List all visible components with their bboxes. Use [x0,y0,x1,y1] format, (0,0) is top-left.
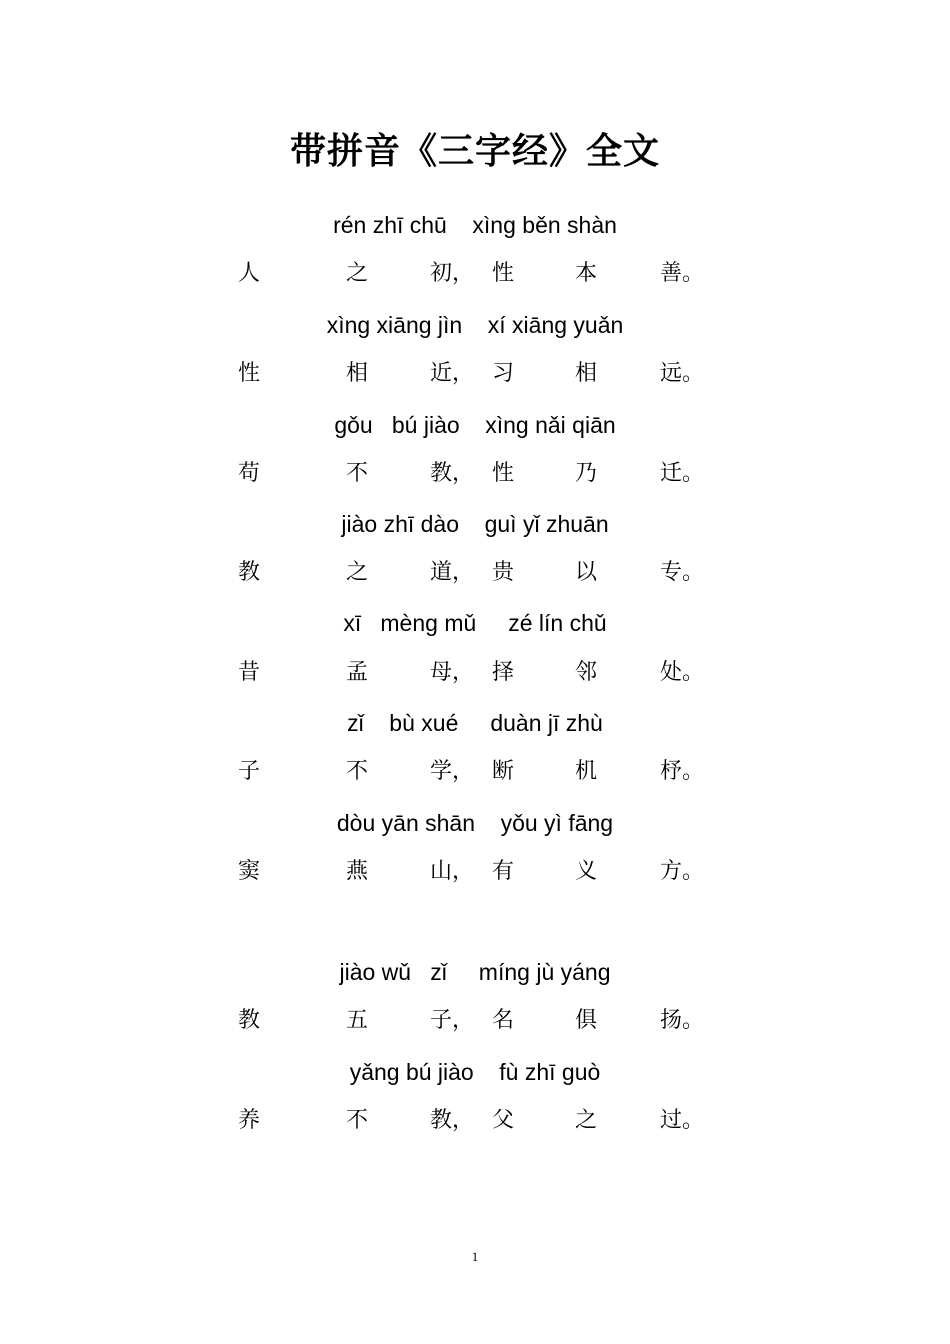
verse-character: 不 [346,461,369,486]
verse-character: 专。 [660,560,705,585]
verse-character: 性 [238,361,261,386]
verse-character: 俱 [575,1008,598,1033]
verse-hanzi-line [0,358,950,390]
verse-character: 子 [238,759,261,784]
verse-pinyin: xī mèng mǔ zé lín chǔ [343,610,607,636]
verse-character: 机 [575,759,598,784]
verse-hanzi-line [0,756,950,788]
verse-character: 教， [430,461,475,486]
verse-hanzi-line [0,557,950,589]
verse-character: 方。 [660,859,705,884]
verse-character: 学， [430,759,475,784]
verse-hanzi-line [0,856,950,888]
verse-character: 本 [575,261,598,286]
verse-character: 之 [346,560,369,585]
verse-pinyin: jiào wǔ zǐ míng jù yáng [339,959,611,985]
page-title: 带拼音《三字经》全文 [289,131,660,172]
verse-character: 择 [492,660,515,685]
verse-character: 养 [238,1108,261,1133]
verse-character: 断 [492,759,515,784]
verse-character: 燕 [346,859,369,884]
page-number: 1 [471,1249,479,1264]
verse-character: 人 [238,261,261,286]
verse-character: 道， [430,560,475,585]
verse-character: 五 [346,1008,369,1033]
verse-character: 贵 [492,560,515,585]
verse-character: 名 [492,1008,515,1033]
verse-hanzi-line [0,657,950,689]
verse-character: 父 [492,1108,515,1133]
verse-character: 不 [346,759,369,784]
verse-character: 山， [430,859,475,884]
verse-hanzi-line [0,458,950,490]
verse-character: 孟 [346,660,369,685]
verse-character: 母， [430,660,475,685]
verse-character: 昔 [238,660,261,685]
verse-character: 以 [575,560,598,585]
verse-character: 之 [575,1108,598,1133]
verse-character: 扬。 [660,1008,705,1033]
verse-character: 性 [492,461,515,486]
verse-character: 窦 [238,859,261,884]
verse-character: 近， [430,361,475,386]
verse-character: 习 [492,361,515,386]
verse-character: 之 [346,261,369,286]
verse-character: 义 [575,859,598,884]
verse-character: 教 [238,560,261,585]
verse-character: 初， [430,261,475,286]
verse-pinyin: xìng xiāng jìn xí xiāng yuǎn [326,312,624,338]
verse-pinyin: zǐ bù xué duàn jī zhù [347,710,603,736]
verse-hanzi-line [0,258,950,290]
verse-pinyin: jiào zhī dào guì yǐ zhuān [341,511,609,537]
verse-character: 不 [346,1108,369,1133]
verse-character: 苟 [238,461,261,486]
verse-character: 相 [575,361,598,386]
verse-character: 迁。 [660,461,705,486]
verse-hanzi-line [0,1005,950,1037]
verse-character: 性 [492,261,515,286]
verse-character: 教 [238,1008,261,1033]
verse-pinyin: rén zhī chū xìng běn shàn [333,212,617,238]
verse-pinyin: yǎng bú jiào fù zhī guò [349,1059,601,1085]
verse-character: 有 [492,859,515,884]
verse-character: 远。 [660,361,705,386]
verse-character: 教， [430,1108,475,1133]
verse-character: 杼。 [660,759,705,784]
verse-character: 邻 [575,660,598,685]
verse-pinyin: dòu yān shān yǒu yì fāng [336,810,614,836]
verse-character: 子， [430,1008,475,1033]
verse-character: 过。 [660,1108,705,1133]
verse-hanzi-line [0,1105,950,1137]
verse-pinyin: gǒu bú jiào xìng nǎi qiān [334,412,616,438]
verse-character: 相 [346,361,369,386]
verse-character: 乃 [575,461,598,486]
verse-character: 善。 [660,261,705,286]
verse-character: 处。 [660,660,705,685]
